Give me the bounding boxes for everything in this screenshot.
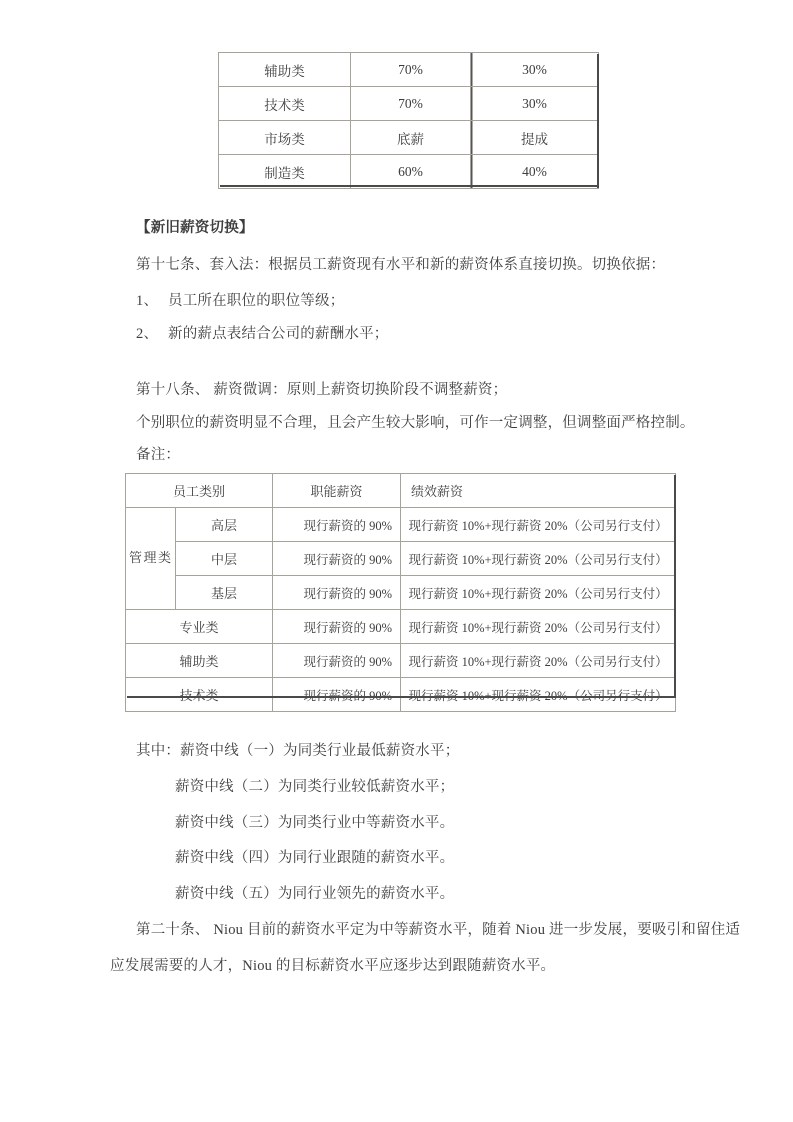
cell-base: 60% bbox=[351, 155, 471, 189]
article-17-text: 第十七条、套入法：根据员工薪资现有水平和新的薪资体系直接切换。切换依据： bbox=[136, 257, 666, 273]
midline-lead: 其中： bbox=[136, 743, 181, 759]
table-row bbox=[126, 678, 676, 712]
midline-line bbox=[136, 744, 459, 759]
midline-line: 薪资中线（五）为同行业领先的薪资水平。 bbox=[175, 886, 455, 902]
table-row bbox=[219, 53, 599, 87]
cell-performance-salary: 现行薪资 10%+现行薪资 20%（公司另行支付） bbox=[401, 644, 676, 678]
remark-label: 备注： bbox=[136, 447, 181, 463]
cell-performance: 30% bbox=[471, 53, 599, 87]
cell-category: 辅助类 bbox=[219, 53, 351, 87]
cell-performance-salary: 现行薪资 10%+现行薪资 20%（公司另行支付） bbox=[401, 508, 676, 542]
article-20-line2: 应发展需要的人才，Niou 的目标薪资水平应逐步达到跟随薪资水平。 bbox=[110, 958, 556, 974]
level-label: 中层 bbox=[176, 542, 273, 576]
group-label-management: 管理类 bbox=[126, 508, 176, 610]
table-row bbox=[126, 610, 676, 644]
article-20-line1: 第二十条、 Niou 目前的薪资水平定为中等薪资水平，随着 Niou 进一步发展，要吸引和留住适 bbox=[136, 922, 741, 938]
cell-functional-salary: 现行薪资的 90% bbox=[273, 508, 401, 542]
cell-functional-salary: 现行薪资的 90% bbox=[273, 610, 401, 644]
category-label: 专业类 bbox=[126, 610, 273, 644]
cell-performance-salary bbox=[401, 678, 676, 712]
list-item-number: 2、 bbox=[136, 326, 159, 342]
midline-line: 薪资中线（二）为同类行业较低薪资水平； bbox=[175, 779, 455, 795]
table-shadow-right bbox=[597, 54, 599, 188]
list-item-number: 1、 bbox=[136, 293, 159, 309]
list-item bbox=[136, 294, 344, 309]
category-label bbox=[126, 678, 273, 712]
cell-functional-salary: 现行薪资的 90% bbox=[273, 542, 401, 576]
midline-line: 薪资中线（三）为同类行业中等薪资水平。 bbox=[175, 815, 455, 831]
switch-salary-table bbox=[125, 473, 676, 712]
table-row bbox=[126, 542, 676, 576]
cell-base: 底薪 bbox=[351, 121, 471, 155]
cell-category: 技术类 bbox=[219, 87, 351, 121]
midline-text: 薪资中线（一）为同类行业最低薪资水平； bbox=[180, 743, 460, 759]
header-category: 员工类别 bbox=[126, 474, 273, 508]
table-row bbox=[219, 155, 599, 189]
level-label: 高层 bbox=[176, 508, 273, 542]
table-header-row bbox=[126, 474, 676, 508]
table-row bbox=[126, 644, 676, 678]
cell-category: 市场类 bbox=[219, 121, 351, 155]
level-label: 基层 bbox=[176, 576, 273, 610]
section-heading-switch: 【新旧薪资切换】 bbox=[136, 220, 254, 236]
table-row bbox=[219, 121, 599, 155]
cell-performance-salary: 现行薪资 10%+现行薪资 20%（公司另行支付） bbox=[401, 610, 676, 644]
article-18-note: 个别职位的薪资明显不合理，且会产生较大影响，可作一定调整，但调整面严格控制。 bbox=[136, 415, 695, 431]
cell-functional-salary bbox=[273, 678, 401, 712]
cell-performance-salary: 现行薪资 10%+现行薪资 20%（公司另行支付） bbox=[401, 542, 676, 576]
category-label: 辅助类 bbox=[126, 644, 273, 678]
list-item-label: 员工所在职位的职位等级； bbox=[168, 293, 345, 309]
table-row bbox=[126, 508, 676, 542]
cell-base: 70% bbox=[351, 53, 471, 87]
table-row bbox=[219, 87, 599, 121]
list-item-label: 新的薪点表结合公司的薪酬水平； bbox=[168, 326, 389, 342]
table-shadow-bottom bbox=[127, 696, 676, 698]
cell-performance: 30% bbox=[471, 87, 599, 121]
list-item bbox=[136, 327, 389, 342]
cell-functional-salary: 现行薪资的 90% bbox=[273, 644, 401, 678]
midline-line: 薪资中线（四）为同行业跟随的薪资水平。 bbox=[175, 850, 455, 866]
table-row bbox=[126, 576, 676, 610]
salary-ratio-table bbox=[218, 52, 599, 189]
header-performance-salary: 绩效薪资 bbox=[401, 474, 676, 508]
header-functional-salary: 职能薪资 bbox=[273, 474, 401, 508]
table-shadow-right bbox=[674, 475, 676, 698]
cell-performance: 40% bbox=[471, 155, 599, 189]
table-shadow-bottom bbox=[220, 185, 599, 187]
cell-functional-salary: 现行薪资的 90% bbox=[273, 576, 401, 610]
cell-base: 70% bbox=[351, 87, 471, 121]
cell-category: 制造类 bbox=[219, 155, 351, 189]
cell-performance-salary: 现行薪资 10%+现行薪资 20%（公司另行支付） bbox=[401, 576, 676, 610]
article-18-text: 第十八条、 薪资微调：原则上薪资切换阶段不调整薪资； bbox=[136, 382, 508, 398]
cell-performance: 提成 bbox=[471, 121, 599, 155]
